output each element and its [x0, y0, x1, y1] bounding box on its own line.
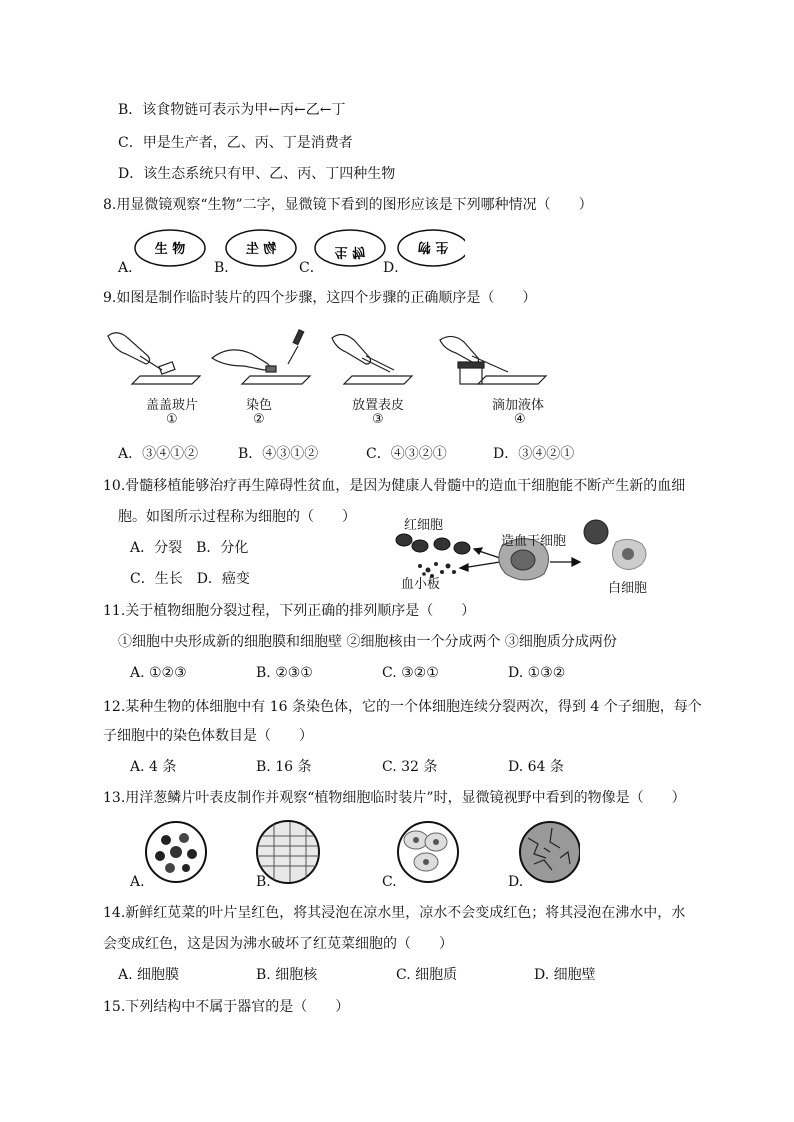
q14-option-c: C. 细胞质 [396, 967, 458, 983]
q10-options-cd: C．生长 D．癌变 [130, 571, 250, 587]
q9-step4-num: ④ [514, 412, 526, 427]
q10-label-white-blood-cell: 白细胞 [608, 581, 648, 596]
q11-stem: 11.关于植物细胞分裂过程，下列正确的排列顺序是（ ） [103, 603, 476, 619]
q9-step3-drawing [332, 334, 412, 384]
q10-label-red-blood-cell: 红细胞 [404, 518, 444, 533]
q14-stem-line2: 会变成红色，这是因为沸水破坏了红苋菜细胞的（ ） [103, 936, 453, 952]
svg-text:生 物: 生 物 [334, 244, 366, 259]
q9-steps-illustration [100, 326, 560, 388]
q7-option-c: C．甲是生产者，乙、丙、丁是消费者 [118, 135, 353, 151]
q13-image-a [146, 822, 206, 882]
q10-label-stem-cell: 造血干细胞 [501, 534, 567, 549]
q14-stem-line1: 14.新鲜红苋菜的叶片呈红色，将其浸泡在凉水里，凉水不会变成红色；将其浸泡在沸水中，水 [103, 905, 686, 921]
q12-option-d: D. 64 条 [508, 759, 564, 775]
q9-step4-name: 滴加液体 [492, 398, 545, 413]
q9-step1-name: 盖盖玻片 [146, 398, 199, 413]
q8-label-b: B． [214, 260, 239, 276]
q14-option-d: D. 细胞壁 [534, 967, 596, 983]
q13-label-d: D. [508, 874, 524, 890]
q12-stem-line1: 12.某种生物的体细胞中有 16 条染色体，它的一个体细胞连续分裂两次，得到 4 个子细胞，每个 [103, 699, 702, 715]
q7-option-b: B．该食物链可表示为甲←丙←乙←丁 [118, 102, 346, 118]
q9-option-a: A．③④①② [118, 446, 199, 462]
q9-step4-drawing [440, 336, 546, 384]
q12-option-c: C. 32 条 [382, 759, 438, 775]
q12-option-b: B. 16 条 [256, 759, 312, 775]
q14-option-a: A. 细胞膜 [118, 967, 180, 983]
q14-option-b: B. 细胞核 [256, 967, 318, 983]
q13-image-d [520, 822, 580, 882]
q9-step2-drawing [212, 330, 310, 384]
q12-option-a: A. 4 条 [130, 759, 177, 775]
q12-stem-line2: 子细胞中的染色体数目是（ ） [103, 728, 313, 744]
q11-option-c: C. ③②① [382, 665, 439, 681]
svg-text:生 物: 生 物 [154, 242, 186, 257]
q11-items: ①细胞中央形成新的细胞膜和细胞壁 ②细胞核由一个分成两个 ③细胞质分成两份 [118, 634, 617, 650]
q8-microscope-views [115, 226, 465, 276]
q9-stem: 9.如图是制作临时装片的四个步骤，这四个步骤的正确顺序是（ ） [103, 290, 537, 306]
q9-step3-num: ③ [372, 412, 384, 427]
q10-white-blood-cells [584, 520, 646, 570]
q8-label-a: A． [118, 260, 143, 276]
q9-option-d: D．③④②① [493, 446, 575, 462]
q8-label-c: C． [299, 260, 324, 276]
q8-circle-c [315, 230, 385, 266]
svg-text:生 物: 生 物 [417, 239, 449, 254]
q11-option-a: A. ①②③ [130, 665, 187, 681]
q11-option-d: D. ①③② [508, 665, 566, 681]
q9-step1-num: ① [166, 412, 178, 427]
q9-step3-name: 放置表皮 [352, 398, 405, 413]
q13-label-c: C. [382, 874, 397, 890]
q8-circle-a [135, 230, 205, 266]
q13-stem: 13.用洋葱鳞片叶表皮制作并观察“植物细胞临时装片”时，显微镜视野中看到的物像是（ ） [103, 790, 686, 806]
q9-option-c: C．④③②① [366, 446, 447, 462]
q8-label-d: D． [383, 260, 409, 276]
q10-label-platelet: 血小板 [401, 577, 441, 592]
q7-option-d: D．该生态系统只有甲、乙、丙、丁四种生物 [118, 166, 396, 182]
q10-red-blood-cells [396, 534, 470, 554]
q10-stem-line1: 10.骨髓移植能够治疗再生障碍性贫血，是因为健康人骨髓中的造血干细胞能不断产生新的血细 [103, 478, 686, 494]
q8-stem: 8.用显微镜观察“生物”二字，显微镜下看到的图形应该是下列哪种情况（ ） [103, 197, 593, 213]
q13-label-b: B. [256, 874, 271, 890]
q9-step2-name: 染色 [246, 398, 273, 413]
q11-option-b: B. ②③① [256, 665, 313, 681]
q9-step1-drawing [108, 333, 200, 384]
q10-stem-line2: 胞。如图所示过程称为细胞的（ ） [118, 509, 356, 525]
svg-text:物 生: 物 生 [245, 242, 277, 257]
q13-image-c [398, 822, 458, 882]
q9-step2-num: ② [253, 412, 265, 427]
q9-option-b: B．④③①② [238, 446, 319, 462]
q15-stem: 15.下列结构中不属于器官的是（ ） [103, 999, 350, 1015]
q13-label-a: A. [130, 874, 145, 890]
q10-options-ab: A．分裂 B．分化 [130, 540, 249, 556]
